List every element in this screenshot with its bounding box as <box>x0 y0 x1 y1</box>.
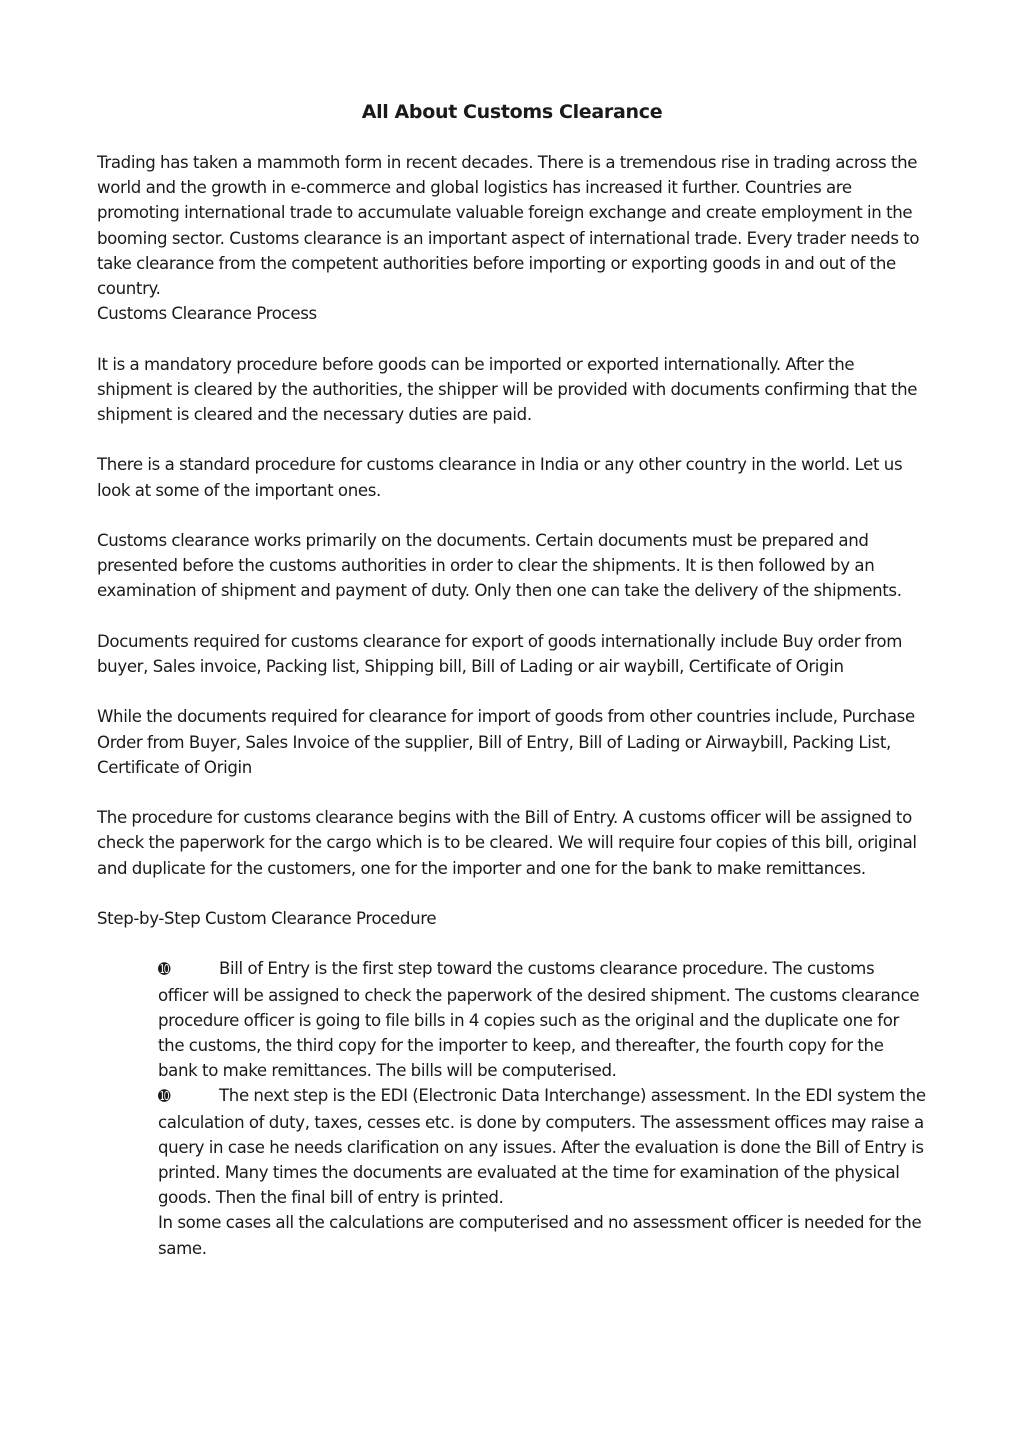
step-text: Bill of Entry is the first step toward the customs clearance procedure. The customs officer will be assigned to check the paperwork of the desired shipment. The customs clearance procedure officer is going to file bills in 4 copies such as the original and the duplicate one for the customs, the third copy for the importer to keep, and thereafter, the fourth copy for the bank to make remittances. The bills will be computerised. <box>158 959 920 1081</box>
intro-paragraph: Trading has taken a mammoth form in recent decades. There is a tremendous rise in trading across the world and the growth in e-commerce and global logistics has increased it further. Countries are promoting international trade to accumulate valuable foreign exchange and create employment in the booming sector. Customs clearance is an important aspect of international trade. Every trader needs to take clearance from the competent authorities before importing or exporting goods in and out of the country. <box>97 153 920 299</box>
number-ten-bullet-icon: ➓ <box>158 1087 171 1106</box>
steps-list <box>158 956 927 1260</box>
paragraph-standard-procedure: There is a standard procedure for customs clearance in India or any other country in the world. Let us look at some of the important ones. <box>97 455 903 500</box>
list-item <box>158 1083 927 1210</box>
list-item <box>158 956 927 1083</box>
paragraph-bill-of-entry: The procedure for customs clearance begins with the Bill of Entry. A customs officer will be assigned to check the paperwork for the cargo which is to be cleared. We will require four copies of this bill, original and duplicate for the customers, one for the importer and one for the bank to make remittances. <box>97 808 917 878</box>
paragraph-import-documents: While the documents required for clearance for import of goods from other countries include, Purchase Order from Buyer, Sales Invoice of the supplier, Bill of Entry, Bill of Lading or Airwaybill, Packing List, Certificate of Origin <box>97 707 915 777</box>
paragraph-documents-basis: Customs clearance works primarily on the documents. Certain documents must be prepared and presented before the customs authorities in order to clear the shipments. It is then followed by an examination of shipment and payment of duty. Only then one can take the delivery of the shipments. <box>97 531 902 601</box>
closing-paragraph: In some cases all the calculations are computerised and no assessment officer is needed for the same. <box>158 1213 922 1258</box>
number-ten-bullet-icon: ➓ <box>158 960 171 979</box>
document-title: All About Customs Clearance <box>361 101 663 123</box>
process-heading: Customs Clearance Process <box>97 304 317 324</box>
document-page <box>97 98 927 1261</box>
paragraph-export-documents: Documents required for customs clearance for export of goods internationally include Buy order from buyer, Sales invoice, Packing list, Shipping bill, Bill of Lading or air waybill, Certificate of Origin <box>97 631 903 676</box>
paragraph-mandatory: It is a mandatory procedure before goods can be imported or exported internationally. After the shipment is cleared by the authorities, the shipper will be provided with documents confirming that the shipment is cleared and the necessary duties are paid. <box>97 354 918 425</box>
steps-heading: Step-by-Step Custom Clearance Procedure <box>97 908 437 928</box>
step-text: The next step is the EDI (Electronic Data Interchange) assessment. In the EDI system the calculation of duty, taxes, cesses etc. is done by computers. The assessment offices may raise a query in case he needs clarification on any issues. After the evaluation is done the Bill of Entry is printed. Many times the documents are evaluated at the time for examination of the physical goods. Then the final bill of entry is printed. <box>158 1086 926 1208</box>
